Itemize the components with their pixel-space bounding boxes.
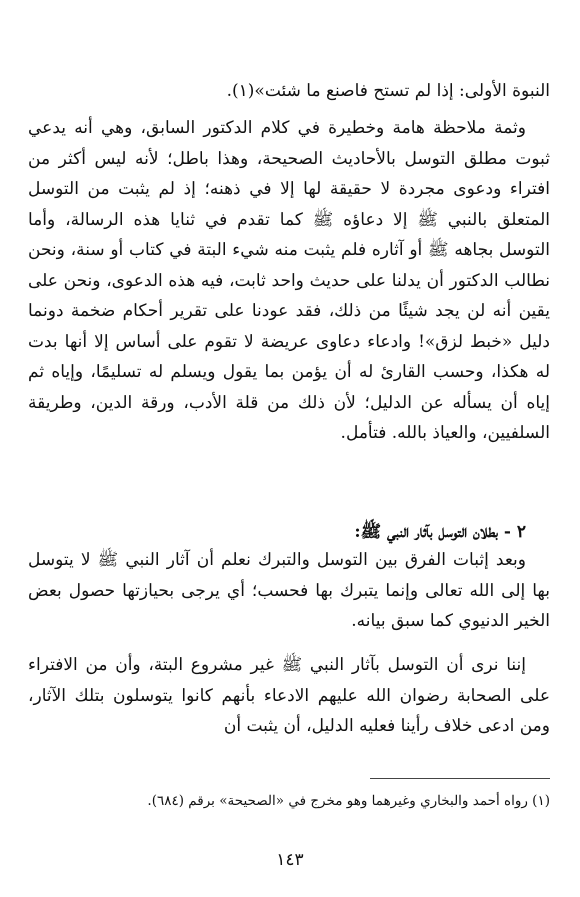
footnote: (١) رواه أحمد والبخاري وغيرهما وهو مخرج في «الصحيحة» برقم (٦٨٤). xyxy=(147,793,550,809)
paragraph-text: إننا نرى أن التوسل بآثار النبي ﷺ غير مشروع البتة، وأن من الافتراء على الصحابة رضوان الله عليهم الادعاء بأنهم كانوا يتوسلون بتلك الآثار، ومن ادعى خلاف رأينا فعليه الدليل، أن يثبت أن xyxy=(28,655,550,736)
paragraph-3 xyxy=(28,650,550,742)
section-heading-block xyxy=(28,517,550,548)
paragraph-1 xyxy=(28,113,550,449)
page-number: ١٤٣ xyxy=(276,850,304,870)
paragraph-text: وثمة ملاحظة هامة وخطيرة في كلام الدكتور السابق، وهي أنه يدعي ثبوت مطلق التوسل بالأحاديث الصحيحة، وهذا باطل؛ لأنه ليس أكثر من افتراء ودعوى مجردة لا حقيقة لها إلا في ذهنه؛ إذ لم يثبت من التوسل المتعلق بالنبي ﷺ إلا دعاؤه ﷺ كما تقدم في ثنايا هذه الرسالة، وأما التوسل بجاهه ﷺ أو آثاره فلم يثبت منه شيء البتة في كتاب أو سنة، ونحن نطالب الدكتور أن يدلنا على حديث واحد ثابت، فيه هذه الدعوى، ونحن على يقين أنه لن يجد شيئًا من ذلك، فقد عودنا على تقرير أحكام ضخمة دونما دليل «خبط لزق»! وادعاء دعاوى عريضة لا تقوم على أساس إلا أنها بدت له هكذا، وحسب القارئ له أن يؤمن بما يقول ويسلم له تسليمًا، وإياه ثم إياه أن يسأله عن الدليل؛ لأن ذلك من قلة الأدب، ورقة الدين، وطريقة السلفيين، والعياذ بالله. فتأمل. xyxy=(28,118,550,443)
footnote-divider xyxy=(370,778,550,779)
paragraph-text: وبعد إثبات الفرق بين التوسل والتبرك نعلم أن آثار النبي ﷺ لا يتوسل بها إلى الله تعالى وإنما يتبرك بها فحسب؛ أي يرجى بحيازتها حصول بعض الخير الدنيوي كما سبق بيانه. xyxy=(28,550,550,631)
text-line: النبوة الأولى: إذا لم تستح فاصنع ما شئت»(١). xyxy=(226,81,550,101)
continued-line xyxy=(28,76,550,107)
paragraph-2 xyxy=(28,545,550,637)
section-heading: ٢ - بطلان التوسل بآثار النبي ﷺ: xyxy=(354,522,526,542)
